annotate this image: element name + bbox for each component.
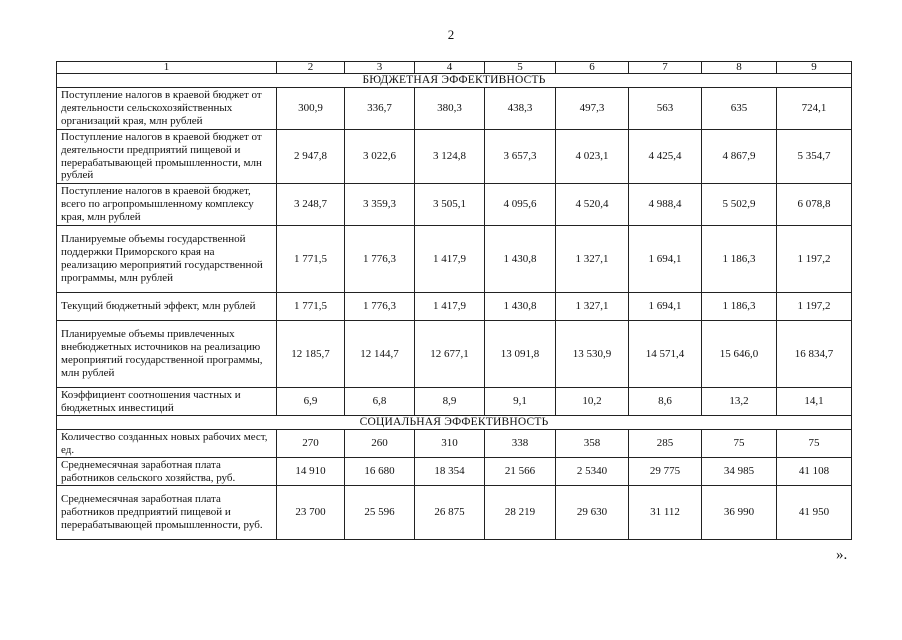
cell-value: 14 571,4	[629, 321, 702, 388]
row-label: Коэффициент соотношения частных и бюджетных инвестиций	[57, 388, 277, 416]
table-row	[57, 458, 852, 486]
cell-value: 15 646,0	[702, 321, 777, 388]
cell-value: 1 197,2	[777, 226, 852, 293]
cell-value: 5 502,9	[702, 184, 777, 226]
cell-value: 28 219	[485, 486, 556, 540]
cell-value: 23 700	[277, 486, 345, 540]
column-number: 2	[277, 62, 345, 74]
cell-value: 1 771,5	[277, 226, 345, 293]
cell-value: 310	[415, 430, 485, 458]
section-header-social	[57, 416, 852, 430]
cell-value: 1 776,3	[345, 293, 415, 321]
column-number: 6	[556, 62, 629, 74]
cell-value: 336,7	[345, 88, 415, 130]
cell-value: 497,3	[556, 88, 629, 130]
cell-value: 31 112	[629, 486, 702, 540]
cell-value: 12 144,7	[345, 321, 415, 388]
cell-value: 3 359,3	[345, 184, 415, 226]
row-label: Среднемесячная заработная плата работников предприятий пищевой и перерабатывающей промышленности, руб.	[57, 486, 277, 540]
column-number: 9	[777, 62, 852, 74]
column-number: 5	[485, 62, 556, 74]
cell-value: 724,1	[777, 88, 852, 130]
cell-value: 3 022,6	[345, 130, 415, 184]
cell-value: 380,3	[415, 88, 485, 130]
cell-value: 8,6	[629, 388, 702, 416]
cell-value: 34 985	[702, 458, 777, 486]
cell-value: 2 947,8	[277, 130, 345, 184]
cell-value: 13 530,9	[556, 321, 629, 388]
section-title: БЮДЖЕТНАЯ ЭФФЕКТИВНОСТЬ	[57, 74, 852, 88]
cell-value: 26 875	[415, 486, 485, 540]
cell-value: 41 108	[777, 458, 852, 486]
cell-value: 1 694,1	[629, 293, 702, 321]
cell-value: 4 867,9	[702, 130, 777, 184]
row-label: Планируемые объемы привлеченных внебюджетных источников на реализацию мероприятий государственной программы, млн рублей	[57, 321, 277, 388]
column-number: 3	[345, 62, 415, 74]
page-number: 2	[447, 27, 455, 42]
column-number: 8	[702, 62, 777, 74]
column-number: 7	[629, 62, 702, 74]
row-label: Планируемые объемы государственной поддержки Приморского края на реализацию мероприятий государственной программы, млн рублей	[57, 226, 277, 293]
row-label: Поступление налогов в краевой бюджет от деятельности сельскохозяйственных организаций края, млн рублей	[57, 88, 277, 130]
cell-value: 41 950	[777, 486, 852, 540]
cell-value: 1 186,3	[702, 293, 777, 321]
cell-value: 14,1	[777, 388, 852, 416]
cell-value: 13,2	[702, 388, 777, 416]
cell-value: 1 430,8	[485, 226, 556, 293]
row-label: Текущий бюджетный эффект, млн рублей	[57, 293, 277, 321]
section-title: СОЦИАЛЬНАЯ ЭФФЕКТИВНОСТЬ	[57, 416, 852, 430]
closing-quote-mark: ».	[836, 547, 848, 563]
cell-value: 3 248,7	[277, 184, 345, 226]
cell-value: 3 505,1	[415, 184, 485, 226]
cell-value: 16 680	[345, 458, 415, 486]
table-row	[57, 321, 852, 388]
table-row	[57, 293, 852, 321]
cell-value: 21 566	[485, 458, 556, 486]
cell-value: 4 988,4	[629, 184, 702, 226]
cell-value: 1 776,3	[345, 226, 415, 293]
cell-value: 338	[485, 430, 556, 458]
table-row	[57, 130, 852, 184]
cell-value: 563	[629, 88, 702, 130]
row-label: Поступление налогов в краевой бюджет от деятельности предприятий пищевой и перерабатывающей промышленности, млн рублей	[57, 130, 277, 184]
cell-value: 270	[277, 430, 345, 458]
efficiency-table	[56, 61, 852, 540]
cell-value: 1 327,1	[556, 226, 629, 293]
cell-value: 16 834,7	[777, 321, 852, 388]
cell-value: 438,3	[485, 88, 556, 130]
cell-value: 29 630	[556, 486, 629, 540]
cell-value: 6,9	[277, 388, 345, 416]
cell-value: 12 677,1	[415, 321, 485, 388]
cell-value: 13 091,8	[485, 321, 556, 388]
cell-value: 12 185,7	[277, 321, 345, 388]
cell-value: 4 095,6	[485, 184, 556, 226]
table-row	[57, 486, 852, 540]
cell-value: 1 186,3	[702, 226, 777, 293]
section-header-budget	[57, 74, 852, 88]
cell-value: 25 596	[345, 486, 415, 540]
cell-value: 1 417,9	[415, 226, 485, 293]
cell-value: 5 354,7	[777, 130, 852, 184]
column-number-row	[57, 62, 852, 74]
cell-value: 2 5340	[556, 458, 629, 486]
cell-value: 4 520,4	[556, 184, 629, 226]
cell-value: 3 124,8	[415, 130, 485, 184]
cell-value: 1 197,2	[777, 293, 852, 321]
cell-value: 18 354	[415, 458, 485, 486]
cell-value: 635	[702, 88, 777, 130]
cell-value: 75	[702, 430, 777, 458]
row-label: Среднемесячная заработная плата работников сельского хозяйства, руб.	[57, 458, 277, 486]
table-row	[57, 430, 852, 458]
cell-value: 1 694,1	[629, 226, 702, 293]
cell-value: 9,1	[485, 388, 556, 416]
cell-value: 1 771,5	[277, 293, 345, 321]
cell-value: 300,9	[277, 88, 345, 130]
table-row	[57, 184, 852, 226]
cell-value: 10,2	[556, 388, 629, 416]
cell-value: 1 417,9	[415, 293, 485, 321]
row-label: Поступление налогов в краевой бюджет, всего по агропромышленному комплексу края, млн рублей	[57, 184, 277, 226]
cell-value: 4 023,1	[556, 130, 629, 184]
cell-value: 29 775	[629, 458, 702, 486]
cell-value: 36 990	[702, 486, 777, 540]
cell-value: 4 425,4	[629, 130, 702, 184]
table-row	[57, 388, 852, 416]
cell-value: 1 327,1	[556, 293, 629, 321]
cell-value: 14 910	[277, 458, 345, 486]
cell-value: 6 078,8	[777, 184, 852, 226]
cell-value: 6,8	[345, 388, 415, 416]
table-row	[57, 226, 852, 293]
cell-value: 8,9	[415, 388, 485, 416]
column-number: 4	[415, 62, 485, 74]
cell-value: 285	[629, 430, 702, 458]
cell-value: 75	[777, 430, 852, 458]
column-number: 1	[57, 62, 277, 74]
cell-value: 3 657,3	[485, 130, 556, 184]
cell-value: 1 430,8	[485, 293, 556, 321]
table-row	[57, 88, 852, 130]
cell-value: 358	[556, 430, 629, 458]
cell-value: 260	[345, 430, 415, 458]
row-label: Количество созданных новых рабочих мест, ед.	[57, 430, 277, 458]
